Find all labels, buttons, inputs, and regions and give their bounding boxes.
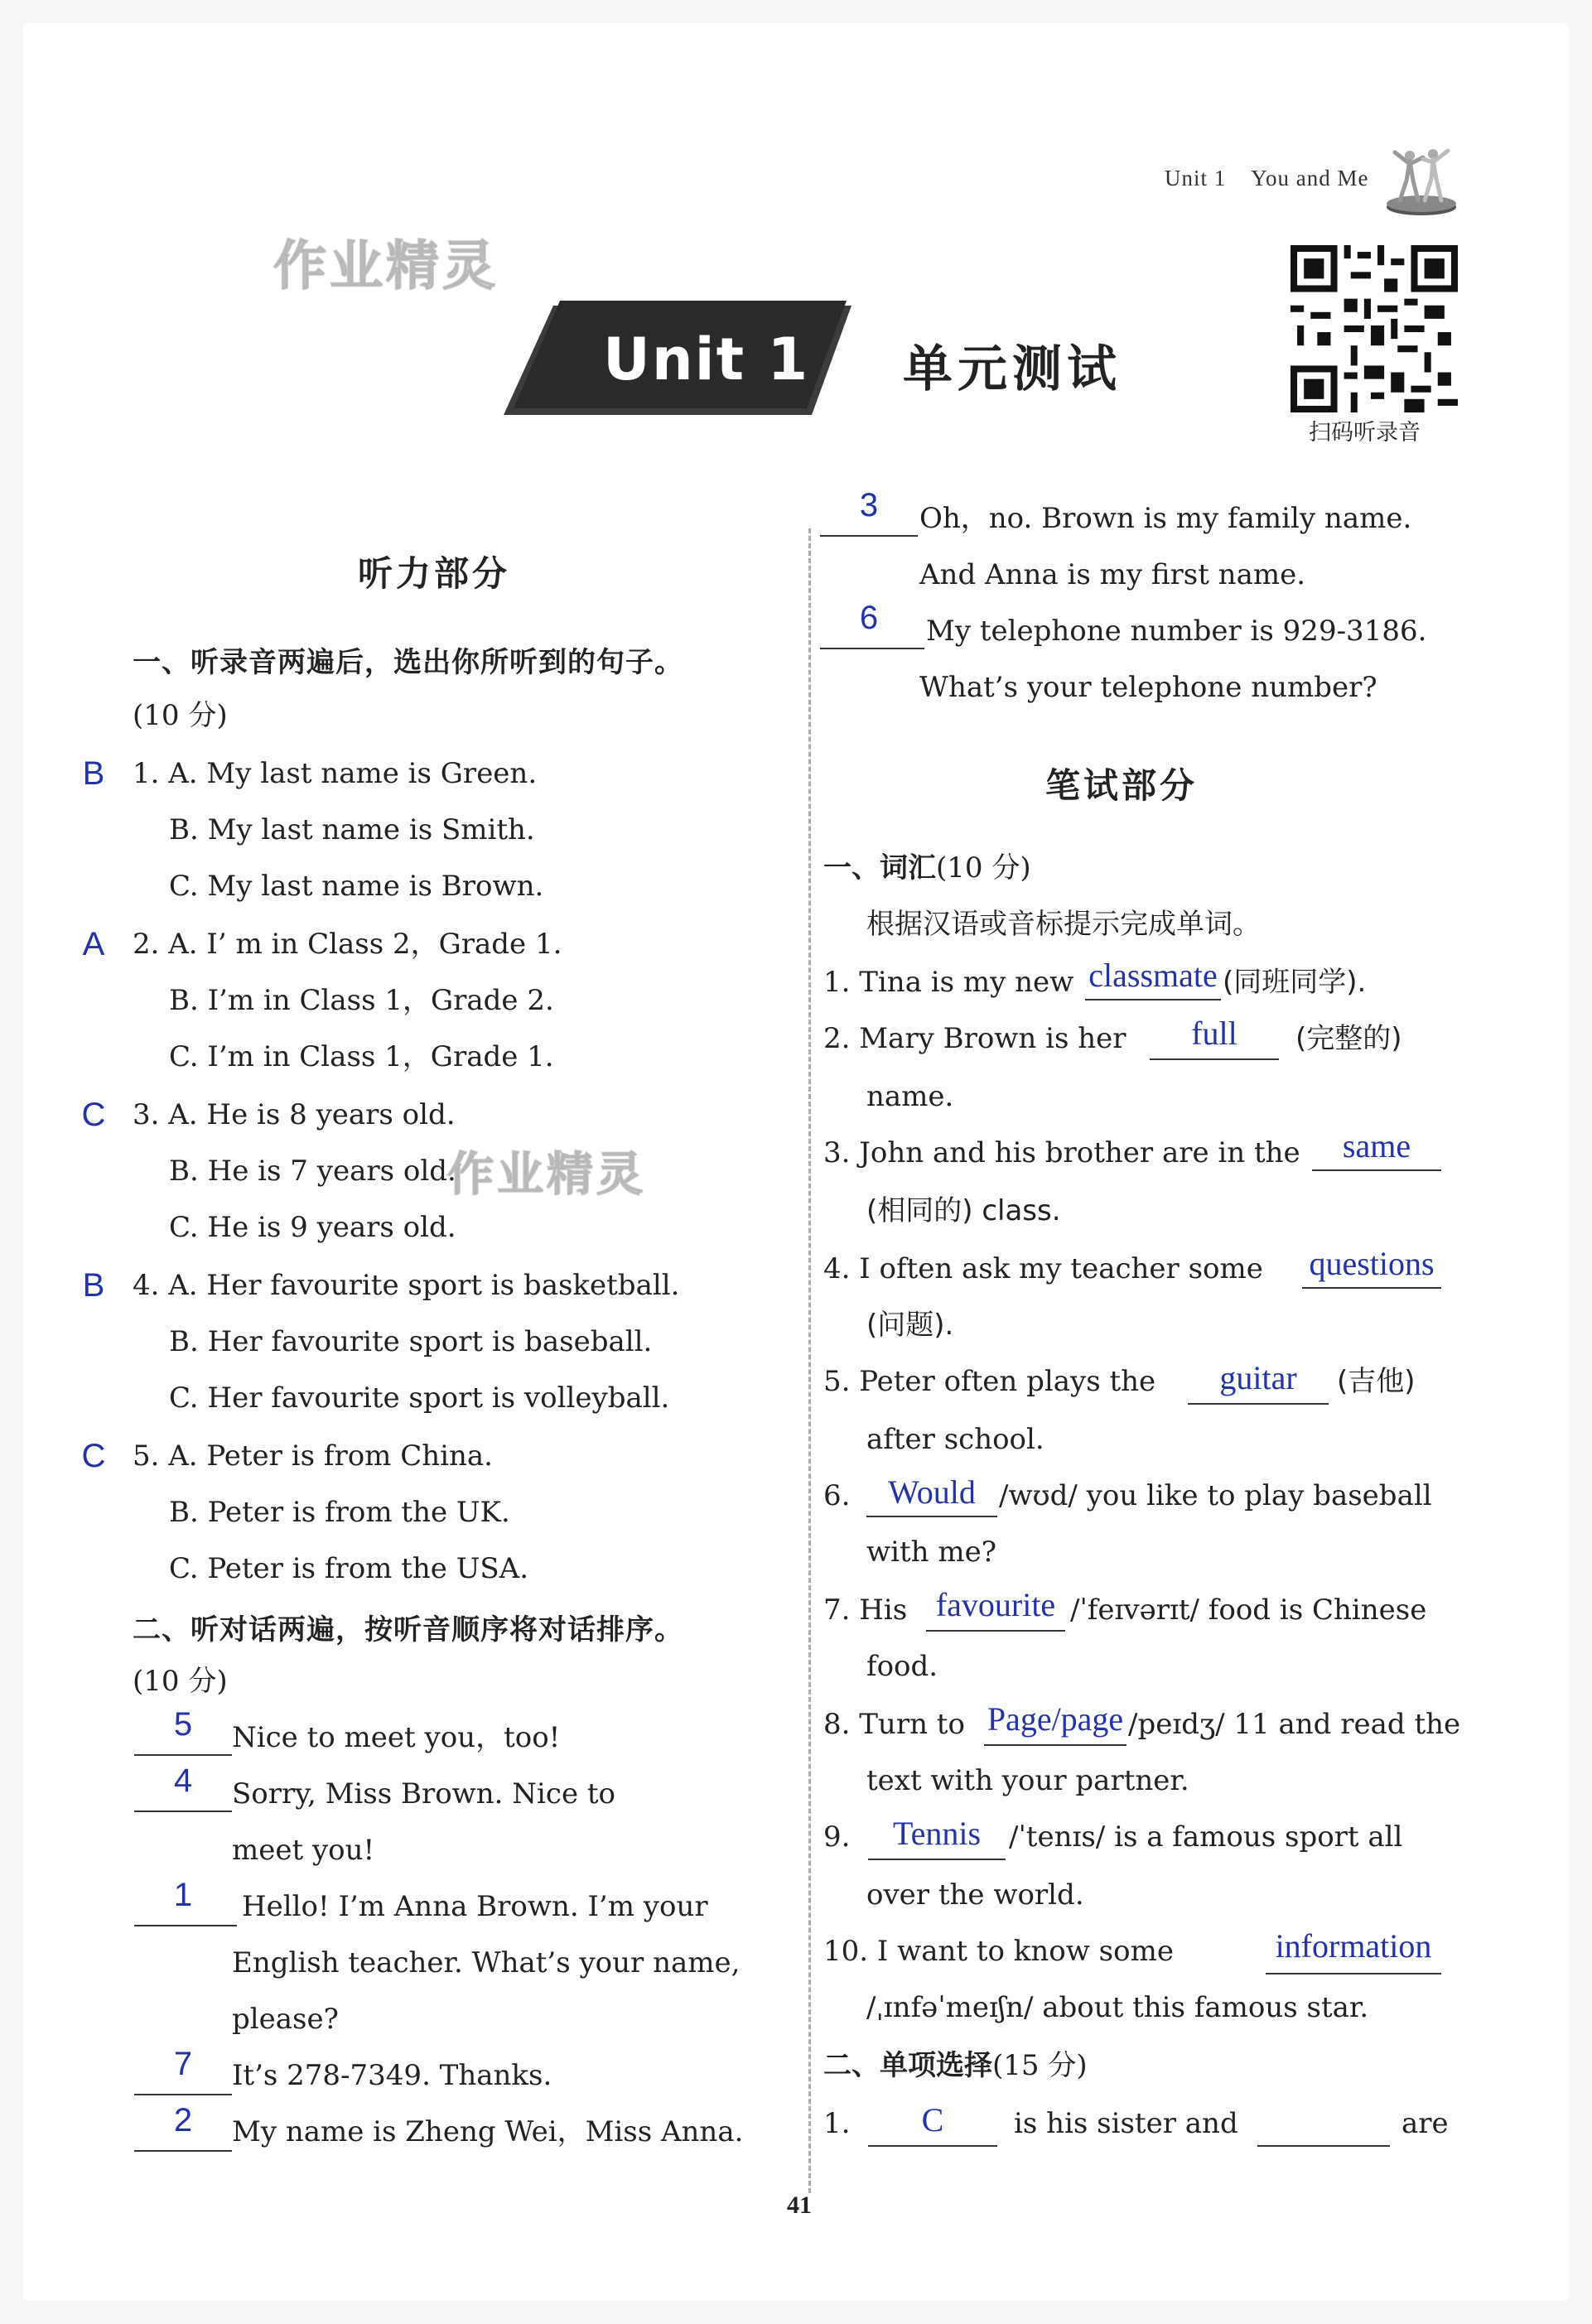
answer-4: B [82, 1267, 105, 1304]
running-head-unit: Unit 1 [1165, 166, 1227, 190]
answer-5: C [81, 1438, 106, 1474]
vocab-4-answer: questions [1309, 1245, 1435, 1282]
writing-part2-score: (15 分) [992, 2049, 1088, 2082]
dialog-line: It’s 278-7349. Thanks. [232, 2059, 552, 2092]
vocab-4-hint: (问题). [866, 1309, 954, 1342]
order-answer: 3 [859, 487, 879, 523]
qr-code-icon [1290, 245, 1458, 412]
vocab-5-answer: guitar [1219, 1359, 1297, 1396]
vocab-1-text: 1. Tina is my new [823, 966, 1074, 999]
order-blank [134, 2150, 232, 2152]
order-blank [820, 535, 918, 537]
dialog-line: My name is Zheng Wei，Miss Anna. [232, 2115, 744, 2148]
vocab-1-answer: classmate [1088, 957, 1218, 994]
dialog-line: What’s your telephone number? [919, 671, 1377, 704]
vocab-3-answer: same [1342, 1127, 1411, 1164]
vocab-blank [866, 1516, 997, 1517]
vocab-7-cont2: food. [866, 1650, 938, 1683]
worksheet-page [23, 23, 1569, 2301]
vocab-10-answer: information [1275, 1927, 1432, 1965]
q5-option-b: B. Peter is from the UK. [169, 1496, 510, 1529]
vocab-2-text: 2. Mary Brown is her [823, 1022, 1126, 1055]
vocab-blank [1188, 1403, 1329, 1405]
vocab-6-text: 6. [823, 1479, 851, 1512]
vocab-2-answer: full [1191, 1015, 1237, 1052]
order-answer: 7 [173, 2046, 193, 2082]
order-blank [134, 1754, 232, 1756]
vocab-blank [926, 1630, 1065, 1632]
q1-option-a: 1. A. My last name is Green. [133, 757, 538, 790]
vocab-instruction: 根据汉语或音标提示完成单词。 [866, 908, 1261, 941]
q2-option-b: B. I’m in Class 1，Grade 2. [169, 984, 554, 1017]
order-answer: 1 [173, 1877, 193, 1913]
column-divider [808, 528, 811, 2193]
q1-option-c: C. My last name is Brown. [169, 870, 544, 903]
order-blank [134, 1925, 237, 1926]
dialog-line: please? [232, 2003, 339, 2036]
running-head [1165, 166, 1369, 191]
listening-part1-score: (10 分) [133, 699, 228, 732]
dialog-line: Hello! I’m Anna Brown. I’m your [242, 1890, 708, 1923]
vocab-6-answer: Would [888, 1473, 976, 1511]
q3-option-b: B. He is 7 years old. [169, 1155, 456, 1188]
page-number: 41 [787, 2191, 812, 2219]
choice-blank [1257, 2145, 1390, 2147]
vocab-6-cont: /wʊd/ you like to play baseball [999, 1479, 1432, 1512]
vocab-blank [1266, 1973, 1441, 1974]
vocab-4-text: 4. I often ask my teacher some [823, 1252, 1263, 1285]
writing-part2-title: 二、单项选择 [823, 2049, 992, 2082]
vocab-blank [1302, 1287, 1441, 1289]
running-head-topic: You and Me [1251, 166, 1369, 190]
vocab-9-cont2: over the world. [866, 1878, 1084, 1912]
vocab-9-answer: Tennis [892, 1815, 982, 1852]
unit-title: 单元测试 [903, 340, 1122, 398]
vocab-5-text: 5. Peter often plays the [823, 1365, 1156, 1398]
vocab-8-cont: /peɪdʒ/ 11 and read the [1128, 1708, 1461, 1741]
vocab-7-answer: favourite [935, 1586, 1056, 1623]
answer-3: C [81, 1097, 106, 1133]
choice-1-num: 1. [823, 2107, 851, 2140]
vocab-8-text: 8. Turn to [823, 1708, 965, 1741]
q5-option-c: C. Peter is from the USA. [169, 1552, 529, 1585]
q4-option-c: C. Her favourite sport is volleyball. [169, 1381, 670, 1415]
q4-option-b: B. Her favourite sport is baseball. [169, 1325, 653, 1358]
watermark: 作业精灵 [273, 236, 499, 297]
q4-option-a: 4. A. Her favourite sport is basketball. [133, 1269, 680, 1302]
vocab-6-cont2: with me? [866, 1536, 996, 1569]
vocab-8-answer: Page/page [987, 1700, 1124, 1738]
q1-option-b: B. My last name is Smith. [169, 813, 535, 846]
dialog-line: And Anna is my first name. [919, 558, 1306, 591]
answer-1: B [82, 755, 105, 792]
vocab-5-hint: (吉他) [1337, 1365, 1416, 1398]
choice-1-text: is his sister and [1014, 2107, 1238, 2140]
dancers-icon [1383, 147, 1459, 219]
vocab-5-cont: after school. [866, 1423, 1044, 1456]
vocab-blank [1312, 1169, 1441, 1171]
vocab-7-cont: /ˈfeɪvərɪt/ food is Chinese [1070, 1594, 1427, 1627]
vocab-blank [984, 1744, 1126, 1746]
q2-option-c: C. I’m in Class 1，Grade 1. [169, 1040, 554, 1073]
order-answer: 2 [173, 2102, 193, 2138]
order-blank [820, 648, 924, 649]
vocab-7-text: 7. His [823, 1594, 908, 1627]
dialog-line: meet you! [232, 1834, 375, 1867]
writing-heading: 笔试部分 [1045, 765, 1199, 806]
vocab-blank [1150, 1058, 1279, 1060]
choice-1-text-end: are [1401, 2107, 1449, 2140]
order-answer: 5 [173, 1706, 193, 1743]
writing-part1-score: (10 分) [936, 851, 1031, 885]
order-answer: 4 [173, 1762, 193, 1799]
q3-option-a: 3. A. He is 8 years old. [133, 1098, 456, 1131]
writing-part1-title: 一、词汇 [823, 851, 936, 885]
dialog-line: English teacher. What’s your name, [232, 1946, 741, 1979]
q3-option-c: C. He is 9 years old. [169, 1211, 456, 1244]
q2-option-a: 2. A. I’ m in Class 2，Grade 1. [133, 928, 562, 961]
order-blank [134, 2094, 232, 2095]
vocab-10-cont: /ˌɪnfəˈmeɪʃn/ about this famous star. [866, 1991, 1369, 2024]
banner-unit: Unit 1 [603, 325, 810, 393]
vocab-blank [868, 1859, 1006, 1860]
vocab-3-text: 3. John and his brother are in the [823, 1136, 1300, 1169]
vocab-9-text: 9. [823, 1820, 851, 1854]
vocab-2-hint: (完整的) [1295, 1022, 1402, 1055]
dialog-line: Nice to meet you，too! [232, 1721, 561, 1754]
listening-part2-title: 二、听对话两遍，按听音顺序将对话排序。 [133, 1613, 683, 1647]
listening-part1-title: 一、听录音两遍后，选出你所听到的句子。 [133, 646, 683, 679]
vocab-1-hint: (同班同学). [1223, 966, 1367, 999]
vocab-2-cont: name. [866, 1080, 954, 1113]
watermark-mid: 作业精灵 [447, 1148, 646, 1202]
dialog-line: Sorry, Miss Brown. Nice to [232, 1777, 616, 1811]
choice-blank [868, 2145, 997, 2147]
choice-1-answer: C [921, 2101, 944, 2138]
vocab-10-text: 10. I want to know some [823, 1935, 1174, 1968]
order-answer: 6 [859, 600, 879, 636]
qr-caption: 扫码听录音 [1309, 420, 1421, 446]
listening-part2-score: (10 分) [133, 1665, 228, 1698]
vocab-blank [1085, 999, 1221, 1000]
answer-2: A [82, 926, 105, 962]
vocab-3-hint: (相同的) class. [866, 1194, 1061, 1227]
listening-heading: 听力部分 [358, 553, 511, 594]
dialog-line: Oh，no. Brown is my family name. [919, 502, 1412, 535]
vocab-9-cont: /ˈtenɪs/ is a famous sport all [1009, 1820, 1403, 1854]
dialog-line: My telephone number is 929-3186. [926, 615, 1427, 648]
vocab-8-cont2: text with your partner. [866, 1764, 1189, 1797]
q5-option-a: 5. A. Peter is from China. [133, 1439, 493, 1473]
order-blank [134, 1811, 232, 1812]
